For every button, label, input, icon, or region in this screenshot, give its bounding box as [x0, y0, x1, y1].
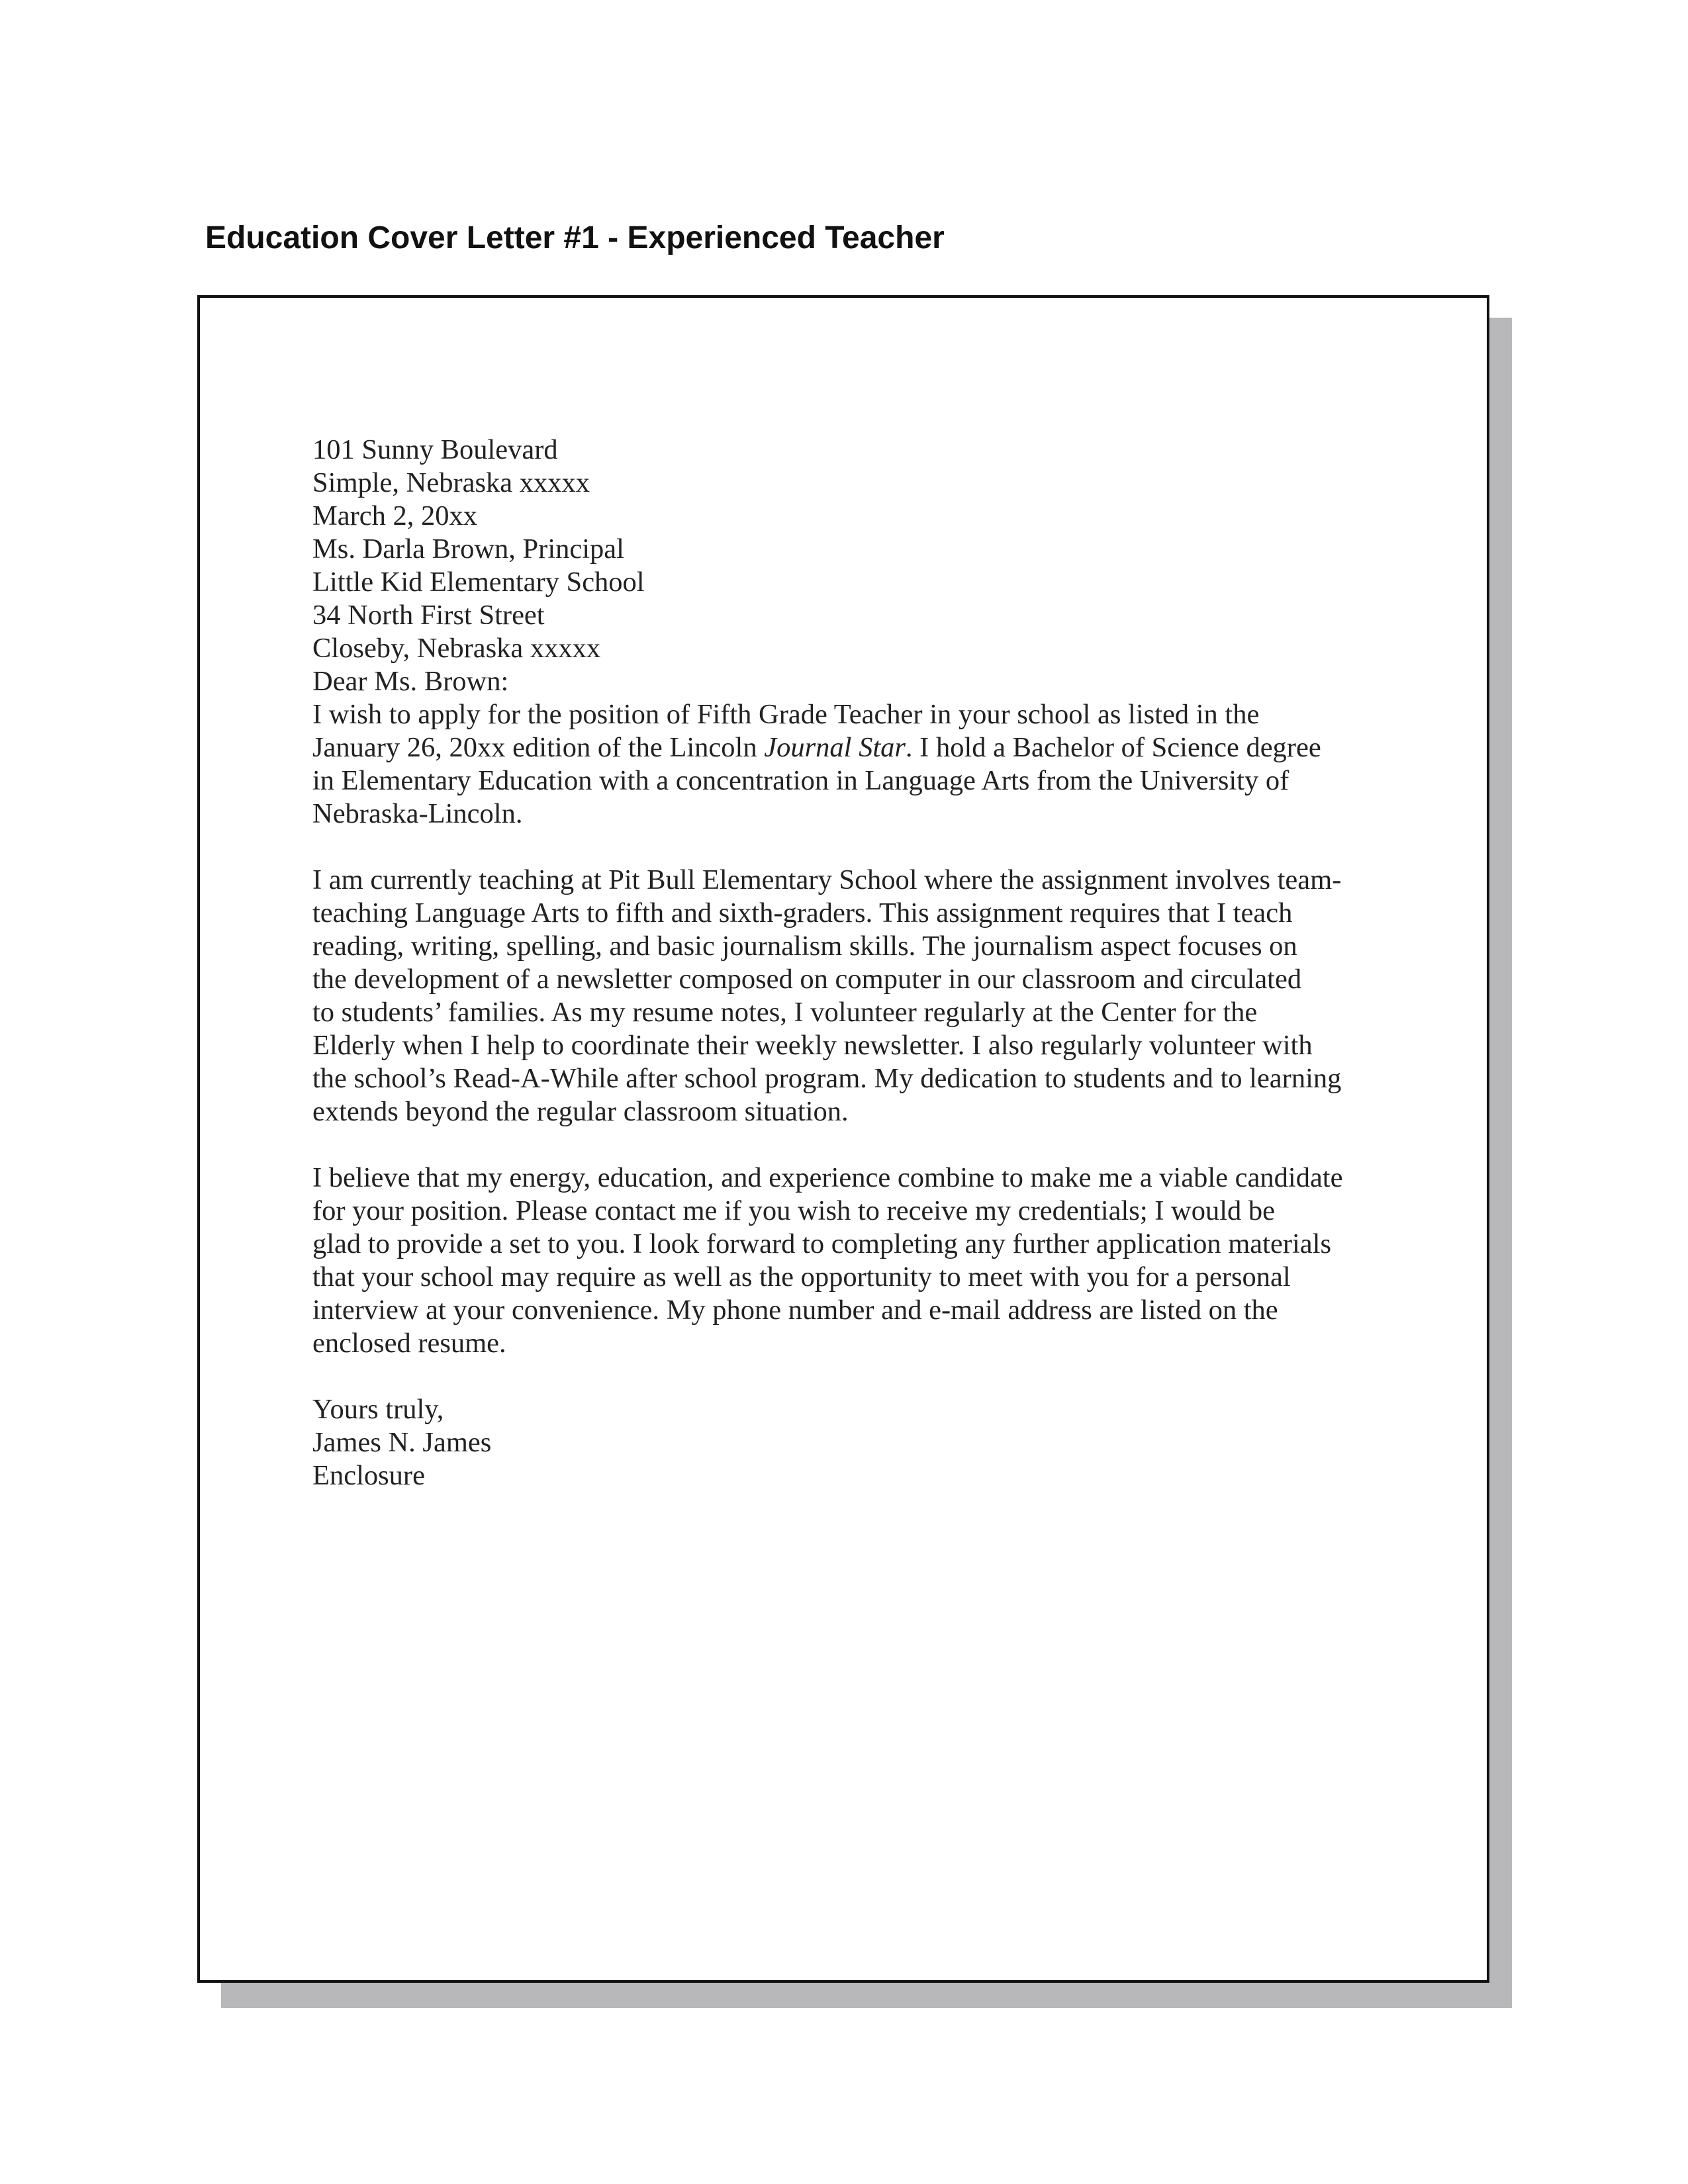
text-run: . I hold a Bachelor of Science degree: [905, 732, 1321, 763]
signature-name: James N. James: [312, 1427, 492, 1458]
paragraph-line: in Elementary Education with a concentration in Language Arts from the University of: [312, 765, 1289, 796]
paragraph-line: interview at your convenience. My phone number and e-mail address are listed on the: [312, 1295, 1278, 1326]
sender-street: 101 Sunny Boulevard: [312, 434, 558, 465]
paragraph-line: extends beyond the regular classroom situation.: [312, 1096, 849, 1127]
letter-date: March 2, 20xx: [312, 500, 478, 531]
sender-city-state: Simple, Nebraska xxxxx: [312, 467, 590, 498]
recipient-name: Ms. Darla Brown, Principal: [312, 533, 624, 565]
paragraph-line: the school’s Read-A-While after school program. My dedication to students and to learning: [312, 1063, 1342, 1094]
paragraph-closing-request: [312, 1161, 1411, 1360]
letter-body: [312, 433, 1411, 1492]
paragraph-line: that your school may require as well as the opportunity to meet with you for a personal: [312, 1261, 1291, 1293]
complimentary-close: Yours truly,: [312, 1394, 444, 1425]
paragraph-line: enclosed resume.: [312, 1328, 506, 1359]
recipient-street: 34 North First Street: [312, 600, 545, 631]
paragraph-application: [312, 698, 1411, 831]
paragraph-line: I wish to apply for the position of Fifth Grade Teacher in your school as listed in the: [312, 699, 1260, 730]
salutation: Dear Ms. Brown:: [312, 666, 509, 697]
text-run: January 26, 20xx edition of the Lincoln: [312, 732, 765, 763]
paragraph-line: reading, writing, spelling, and basic journalism skills. The journalism aspect focuses on: [312, 931, 1297, 962]
paragraph-line: teaching Language Arts to fifth and sixth-graders. This assignment requires that I teach: [312, 897, 1293, 929]
paragraph-line: to students’ families. As my resume notes, I volunteer regularly at the Center for the: [312, 997, 1258, 1028]
paragraph-line: Nebraska-Lincoln.: [312, 798, 523, 829]
sender-address: [312, 433, 1411, 533]
paragraph-line: [312, 731, 1411, 764]
paragraph-line: glad to provide a set to you. I look forward to completing any further application materials: [312, 1228, 1332, 1259]
paragraph-line: the development of a newsletter composed on computer in our classroom and circulated: [312, 964, 1302, 995]
letter-frame: [197, 295, 1489, 1983]
paragraph-experience: [312, 864, 1411, 1128]
paragraph-line: I believe that my energy, education, and experience combine to make me a viable candidate: [312, 1162, 1343, 1193]
paragraph-line: Elderly when I help to coordinate their weekly newsletter. I also regularly volunteer with: [312, 1030, 1313, 1061]
enclosure-note: Enclosure: [312, 1460, 425, 1491]
recipient-address: [312, 533, 1411, 665]
paragraph-line: for your position. Please contact me if you wish to receive my credentials; I would be: [312, 1195, 1276, 1226]
paragraph-line: I am currently teaching at Pit Bull Elementary School where the assignment involves team-: [312, 864, 1342, 895]
publication-title: Journal Star: [764, 732, 906, 763]
recipient-city-state: Closeby, Nebraska xxxxx: [312, 633, 601, 664]
recipient-school: Little Kid Elementary School: [312, 567, 645, 598]
page-title: Education Cover Letter #1 - Experienced Teacher: [205, 220, 945, 255]
